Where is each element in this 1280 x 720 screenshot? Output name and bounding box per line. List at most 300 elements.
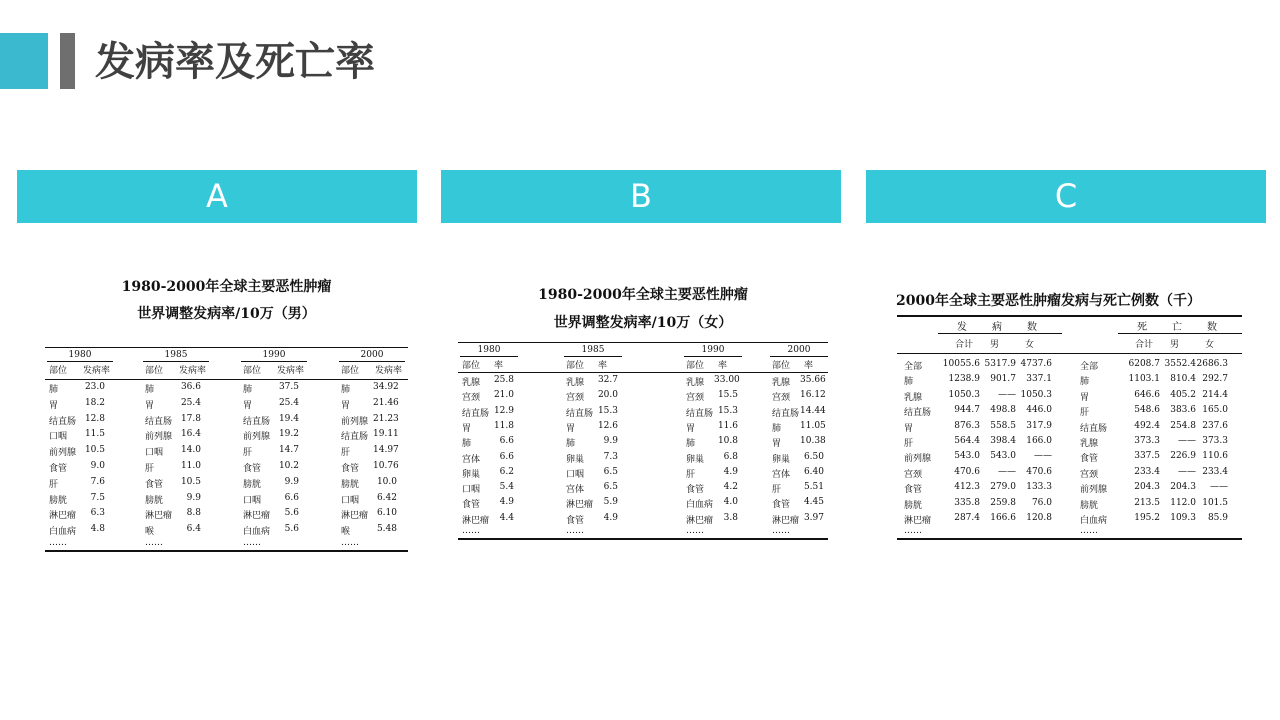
site-cell: 喉 — [341, 527, 351, 538]
site-cell: 前列腺 — [1080, 485, 1108, 496]
header-rule — [458, 372, 828, 373]
site-cell: 胃 — [49, 400, 59, 411]
rate-cell: 15.3 — [717, 405, 738, 416]
incidence-value: 133.3 — [1026, 482, 1052, 493]
site-cell: 白血病 — [49, 527, 77, 538]
table-b-title-line2: 世界调整发病率/10万（女） — [553, 315, 733, 331]
rate-cell: 19.4 — [278, 413, 299, 424]
rate-cell: 4.9 — [603, 512, 618, 523]
incidence-value: —— — [998, 466, 1016, 477]
site-cell: 结直肠 — [243, 416, 271, 427]
table-top-rule — [45, 347, 408, 348]
rate-cell: 14.97 — [373, 445, 399, 456]
site-cell: 口咽 — [243, 495, 262, 506]
mortality-value: —— — [1178, 436, 1196, 446]
site-cell: 白血病 — [243, 527, 271, 538]
incidence-header: 发 — [957, 322, 967, 333]
site-cell: 宫颈 — [462, 393, 481, 404]
rate-cell: 16.4 — [180, 429, 201, 440]
site-cell: 结直肠 — [462, 408, 490, 419]
site-cell: 肝 — [145, 464, 155, 474]
ellipsis: …… — [1080, 526, 1098, 537]
mortality-subheader: 男 — [1170, 340, 1180, 350]
mortality-value: 85.9 — [1207, 513, 1228, 523]
rate-cell: 6.2 — [499, 466, 514, 477]
ellipsis: …… — [49, 538, 67, 548]
rate-cell: 33.00 — [714, 375, 740, 385]
site-cell: 口咽 — [566, 469, 585, 480]
rate-cell: 5.9 — [603, 497, 618, 508]
site-cell: 宫颈 — [1080, 469, 1099, 480]
rate-cell: 8.8 — [186, 508, 201, 519]
year-label: 2000 — [787, 345, 811, 355]
site-cell: 膀胱 — [145, 495, 164, 506]
site-cell: 前列腺 — [341, 416, 369, 427]
incidence-value: 4737.6 — [1020, 359, 1052, 369]
table-bottom-rule — [897, 538, 1242, 540]
table-a-title-line1: 1980-2000年全球主要恶性肿瘤 — [121, 279, 332, 295]
incidence-value: 543.0 — [990, 451, 1016, 462]
rate-cell: 3.97 — [803, 512, 824, 523]
mortality-value: 109.3 — [1170, 513, 1196, 523]
mortality-value: 204.3 — [1134, 482, 1160, 493]
site-cell: 膀胱 — [243, 479, 262, 490]
site-cell: 肝 — [904, 439, 914, 449]
site-cell: 结直肠 — [1080, 423, 1108, 434]
mortality-header: 数 — [1207, 322, 1217, 333]
ellipsis: …… — [686, 526, 704, 536]
rate-cell: 6.6 — [284, 492, 299, 503]
site-cell: 宫体 — [566, 485, 585, 496]
site-cell: 食管 — [1080, 454, 1099, 465]
site-cell: 胃 — [145, 400, 155, 411]
header-site: 部位 — [686, 361, 705, 371]
mortality-value: 237.6 — [1202, 420, 1228, 431]
mortality-subheader: 合计 — [1135, 340, 1154, 350]
rate-cell: 10.0 — [376, 476, 397, 487]
site-cell: 结直肠 — [145, 416, 173, 427]
incidence-underline — [938, 333, 1062, 334]
mortality-value: —— — [1210, 482, 1228, 493]
header-rate: 发病率 — [277, 366, 305, 376]
site-cell: 淋巴瘤 — [904, 516, 932, 526]
rate-cell: 14.7 — [278, 445, 299, 456]
year-underline — [241, 361, 307, 362]
incidence-value: 5317.9 — [984, 359, 1016, 369]
rate-cell: 20.0 — [597, 390, 618, 401]
title-accent-block — [0, 33, 48, 89]
header-rate: 发病率 — [179, 366, 207, 376]
site-cell: 肺 — [462, 439, 472, 450]
site-cell: 口咽 — [341, 495, 360, 506]
header-rule — [897, 353, 1242, 354]
rate-cell: 14.44 — [800, 405, 826, 416]
mortality-value: 373.3 — [1202, 436, 1228, 446]
incidence-value: 10055.6 — [942, 359, 980, 369]
site-cell: 卵巢 — [772, 454, 791, 465]
site-cell: 肺 — [341, 385, 351, 395]
rate-cell: 19.11 — [373, 429, 399, 440]
site-cell: 肝 — [686, 469, 696, 480]
rate-cell: 6.3 — [90, 508, 105, 519]
rate-cell: 10.5 — [84, 445, 105, 456]
year-label: 1985 — [581, 345, 605, 355]
rate-cell: 37.5 — [278, 382, 299, 392]
header-site: 部位 — [49, 366, 68, 376]
site-cell: 淋巴瘤 — [566, 500, 594, 511]
site-cell: 口咽 — [145, 448, 164, 459]
header-site: 部位 — [243, 366, 262, 376]
incidence-value: 944.7 — [954, 405, 980, 416]
year-label: 2000 — [360, 350, 384, 360]
ellipsis: …… — [243, 538, 261, 548]
mortality-value: 195.2 — [1134, 513, 1160, 523]
table-top-rule — [458, 342, 828, 343]
rate-cell: 32.7 — [597, 375, 618, 385]
site-cell: 肝 — [243, 448, 253, 459]
site-cell: 肝 — [772, 485, 782, 496]
site-cell: 宫体 — [462, 454, 481, 465]
site-cell: 胃 — [686, 423, 696, 434]
table-a-title-line2: 世界调整发病率/10万（男） — [137, 306, 316, 322]
rate-cell: 4.9 — [499, 497, 514, 508]
site-cell: 胃 — [243, 400, 253, 411]
rate-cell: 12.8 — [84, 413, 105, 424]
rate-cell: 11.05 — [800, 420, 826, 431]
mortality-value: 2686.3 — [1196, 359, 1228, 369]
rate-cell: 10.76 — [373, 461, 399, 471]
site-cell: 乳腺 — [904, 392, 923, 403]
rate-cell: 25.8 — [493, 375, 514, 385]
site-cell: 结直肠 — [566, 408, 594, 419]
site-cell: 前列腺 — [49, 448, 77, 459]
mortality-value: 383.6 — [1170, 405, 1196, 416]
site-cell: 胃 — [772, 439, 782, 450]
title-accent-bar — [60, 33, 75, 89]
mortality-value: 101.5 — [1202, 497, 1228, 508]
rate-cell: 15.3 — [597, 405, 618, 416]
site-cell: 肝 — [1080, 408, 1090, 419]
rate-cell: 7.3 — [603, 451, 618, 462]
site-cell: 食管 — [772, 500, 791, 511]
mortality-value: 213.5 — [1134, 497, 1160, 508]
site-cell: 胃 — [904, 423, 914, 434]
site-cell: 前列腺 — [904, 454, 932, 465]
ellipsis: …… — [145, 538, 163, 548]
rate-cell: 21.23 — [373, 413, 399, 424]
rate-cell: 5.6 — [284, 524, 299, 535]
site-cell: 食管 — [904, 485, 923, 496]
incidence-value: 412.3 — [954, 482, 980, 493]
rate-cell: 12.9 — [493, 405, 514, 416]
mortality-value: —— — [1178, 466, 1196, 477]
site-cell: 白血病 — [686, 500, 714, 511]
year-underline — [460, 356, 518, 357]
rate-cell: 9.9 — [284, 476, 299, 487]
rate-cell: 25.4 — [278, 397, 299, 408]
incidence-header: 数 — [1027, 322, 1037, 333]
column-header-c: C — [866, 170, 1266, 223]
rate-cell: 6.5 — [603, 466, 618, 477]
rate-cell: 6.8 — [723, 451, 738, 462]
incidence-value: 1050.3 — [1020, 389, 1052, 400]
incidence-value: 901.7 — [990, 374, 1016, 385]
incidence-value: 76.0 — [1031, 497, 1052, 508]
rate-cell: 5.51 — [803, 482, 824, 493]
rate-cell: 21.0 — [493, 390, 514, 401]
rate-cell: 7.6 — [90, 476, 105, 487]
site-cell: 卵巢 — [566, 454, 585, 465]
header-site: 部位 — [462, 361, 481, 371]
incidence-value: 166.6 — [990, 513, 1016, 523]
incidence-value: 543.0 — [954, 451, 980, 462]
mortality-value: 6208.7 — [1128, 359, 1160, 369]
mortality-subheader: 女 — [1205, 340, 1215, 350]
site-cell: 膀胱 — [49, 495, 68, 506]
site-cell: 淋巴瘤 — [462, 515, 490, 526]
year-underline — [564, 356, 622, 357]
rate-cell: 25.4 — [180, 397, 201, 408]
table-b-title-line1: 1980-2000年全球主要恶性肿瘤 — [538, 287, 748, 303]
rate-cell: 9.9 — [186, 492, 201, 503]
site-cell: 食管 — [243, 464, 262, 474]
header-rate: 率 — [804, 361, 814, 371]
rate-cell: 36.6 — [180, 382, 201, 392]
year-label: 1990 — [262, 350, 286, 360]
year-underline — [339, 361, 405, 362]
header-rule — [45, 379, 408, 380]
mortality-value: 226.9 — [1170, 451, 1196, 462]
column-header-b: B — [441, 170, 841, 223]
incidence-value: 317.9 — [1026, 420, 1052, 431]
year-label: 1980 — [68, 350, 92, 360]
rate-cell: 23.0 — [84, 382, 105, 392]
rate-cell: 3.8 — [723, 512, 738, 523]
site-cell: 宫体 — [772, 469, 791, 480]
rate-cell: 10.38 — [800, 436, 826, 447]
year-underline — [143, 361, 209, 362]
rate-cell: 6.40 — [803, 466, 824, 477]
site-cell: 膀胱 — [1080, 500, 1099, 511]
rate-cell: 6.6 — [499, 436, 514, 447]
column-header-a: A — [17, 170, 417, 223]
site-cell: 膀胱 — [904, 500, 923, 511]
incidence-subheader: 合计 — [955, 340, 974, 350]
incidence-value: 470.6 — [954, 466, 980, 477]
incidence-subheader: 男 — [990, 340, 1000, 350]
rate-cell: 19.2 — [278, 429, 299, 440]
incidence-value: 279.0 — [990, 482, 1016, 493]
incidence-value: 498.8 — [990, 405, 1016, 416]
mortality-header: 死 — [1137, 322, 1147, 333]
site-cell: 喉 — [145, 527, 155, 538]
site-cell: 胃 — [566, 423, 576, 434]
rate-cell: 4.2 — [723, 482, 738, 493]
table-bottom-rule — [458, 538, 828, 540]
rate-cell: 34.92 — [373, 382, 399, 392]
site-cell: 食管 — [566, 515, 585, 526]
rate-cell: 18.2 — [84, 397, 105, 408]
rate-cell: 35.66 — [800, 375, 826, 385]
site-cell: 乳腺 — [686, 378, 705, 388]
incidence-value: 564.4 — [954, 436, 980, 446]
site-cell: 宫颈 — [566, 393, 585, 404]
rate-cell: 4.8 — [90, 524, 105, 535]
mortality-value: 233.4 — [1134, 466, 1160, 477]
site-cell: 肺 — [772, 423, 782, 434]
site-cell: 结直肠 — [904, 408, 932, 419]
site-cell: 肝 — [49, 479, 59, 490]
header-site: 部位 — [145, 366, 164, 376]
mortality-value: 337.5 — [1134, 451, 1160, 462]
site-cell: 食管 — [49, 464, 68, 474]
site-cell: 口咽 — [462, 485, 481, 496]
incidence-subheader: 女 — [1025, 340, 1035, 350]
rate-cell: 5.48 — [376, 524, 397, 535]
site-cell: 白血病 — [1080, 516, 1108, 526]
mortality-value: 112.0 — [1170, 497, 1196, 508]
rate-cell: 4.0 — [723, 497, 738, 508]
site-cell: 胃 — [341, 400, 351, 411]
site-cell: 宫颈 — [772, 393, 791, 404]
site-cell: 淋巴瘤 — [772, 515, 800, 526]
incidence-value: 166.0 — [1026, 436, 1052, 446]
rate-cell: 9.0 — [90, 461, 105, 471]
mortality-value: 492.4 — [1134, 420, 1160, 431]
mortality-value: 165.0 — [1202, 405, 1228, 416]
mortality-value: 233.4 — [1202, 466, 1228, 477]
rate-cell: 7.5 — [90, 492, 105, 503]
header-site: 部位 — [341, 366, 360, 376]
site-cell: 淋巴瘤 — [49, 511, 77, 522]
site-cell: 膀胱 — [341, 479, 360, 490]
site-cell: 肺 — [145, 385, 155, 395]
site-cell: 宫颈 — [686, 393, 705, 404]
ellipsis: …… — [341, 538, 359, 548]
mortality-value: 373.3 — [1134, 436, 1160, 446]
mortality-value: 810.4 — [1170, 374, 1196, 385]
mortality-value: 254.8 — [1170, 420, 1196, 431]
rate-cell: 6.42 — [376, 492, 397, 503]
site-cell: 食管 — [686, 485, 705, 496]
rate-cell: 10.8 — [717, 436, 738, 447]
year-underline — [684, 356, 742, 357]
table-c-title: 2000年全球主要恶性肿瘤发病与死亡例数（千） — [896, 293, 1201, 309]
site-cell: 乳腺 — [566, 378, 585, 388]
rate-cell: 17.8 — [180, 413, 201, 424]
rate-cell: 4.4 — [499, 512, 514, 523]
rate-cell: 11.6 — [717, 420, 738, 431]
rate-cell: 14.0 — [180, 445, 201, 456]
site-cell: 结直肠 — [49, 416, 77, 427]
mortality-value: 214.4 — [1202, 389, 1228, 400]
header-rate: 发病率 — [83, 366, 111, 376]
incidence-value: 398.4 — [990, 436, 1016, 446]
incidence-value: 876.3 — [954, 420, 980, 431]
year-underline — [770, 356, 828, 357]
site-cell: 淋巴瘤 — [341, 511, 369, 522]
incidence-header: 病 — [992, 322, 1002, 333]
rate-cell: 21.46 — [373, 397, 399, 408]
mortality-value: 292.7 — [1202, 374, 1228, 385]
mortality-value: 548.6 — [1134, 405, 1160, 416]
rate-cell: 12.6 — [597, 420, 618, 431]
incidence-value: 259.8 — [990, 497, 1016, 508]
table-top-rule — [897, 315, 1242, 317]
rate-cell: 11.8 — [493, 420, 514, 431]
ellipsis: …… — [462, 526, 480, 536]
site-cell: 肝 — [341, 448, 351, 459]
header-rate: 率 — [494, 361, 504, 371]
incidence-value: 558.5 — [990, 420, 1016, 431]
site-cell: 乳腺 — [462, 378, 481, 388]
site-cell: 宫颈 — [904, 469, 923, 480]
rate-cell: 9.9 — [603, 436, 618, 447]
site-cell: 卵巢 — [686, 454, 705, 465]
rate-cell: 15.5 — [717, 390, 738, 401]
header-site: 部位 — [772, 361, 791, 371]
incidence-value: 470.6 — [1026, 466, 1052, 477]
rate-cell: 6.10 — [376, 508, 397, 519]
rate-cell: 6.50 — [803, 451, 824, 462]
site-cell: 食管 — [145, 479, 164, 490]
site-cell: 乳腺 — [772, 378, 791, 388]
incidence-value: 1238.9 — [948, 374, 980, 385]
mortality-value: 1103.1 — [1128, 374, 1160, 385]
rate-cell: 11.0 — [180, 461, 201, 471]
ellipsis: …… — [904, 526, 922, 537]
header-rate: 率 — [598, 361, 608, 371]
rate-cell: 5.6 — [284, 508, 299, 519]
site-cell: 肺 — [566, 439, 576, 450]
table-bottom-rule — [45, 550, 408, 552]
incidence-value: 335.8 — [954, 497, 980, 508]
incidence-value: 446.0 — [1026, 405, 1052, 416]
site-cell: 肺 — [686, 439, 696, 450]
site-cell: 卵巢 — [462, 469, 481, 480]
site-cell: 结直肠 — [772, 408, 800, 419]
site-cell: 前列腺 — [243, 432, 271, 443]
site-cell: 全部 — [904, 362, 923, 372]
mortality-value: 3552.4 — [1164, 359, 1196, 369]
mortality-value: 110.6 — [1202, 451, 1228, 462]
incidence-value: —— — [998, 389, 1016, 400]
site-cell: 肺 — [904, 377, 914, 388]
ellipsis: …… — [566, 526, 584, 536]
site-cell: 胃 — [462, 423, 472, 434]
year-label: 1990 — [701, 345, 725, 355]
rate-cell: 10.5 — [180, 476, 201, 487]
site-cell: 结直肠 — [686, 408, 714, 419]
year-label: 1980 — [477, 345, 501, 355]
mortality-underline — [1118, 333, 1242, 334]
site-cell: 前列腺 — [145, 432, 173, 443]
mortality-header: 亡 — [1172, 322, 1182, 333]
header-rate: 率 — [718, 361, 728, 371]
year-underline — [47, 361, 113, 362]
rate-cell: 16.12 — [800, 390, 826, 401]
rate-cell: 4.45 — [803, 497, 824, 508]
mortality-value: 646.6 — [1134, 389, 1160, 400]
incidence-value: 287.4 — [954, 513, 980, 523]
rate-cell: 4.9 — [723, 466, 738, 477]
site-cell: 乳腺 — [1080, 439, 1099, 449]
incidence-value: 337.1 — [1026, 374, 1052, 385]
site-cell: 结直肠 — [341, 432, 369, 443]
header-site: 部位 — [566, 361, 585, 371]
incidence-value: —— — [1034, 451, 1052, 462]
site-cell: 肺 — [1080, 377, 1090, 388]
